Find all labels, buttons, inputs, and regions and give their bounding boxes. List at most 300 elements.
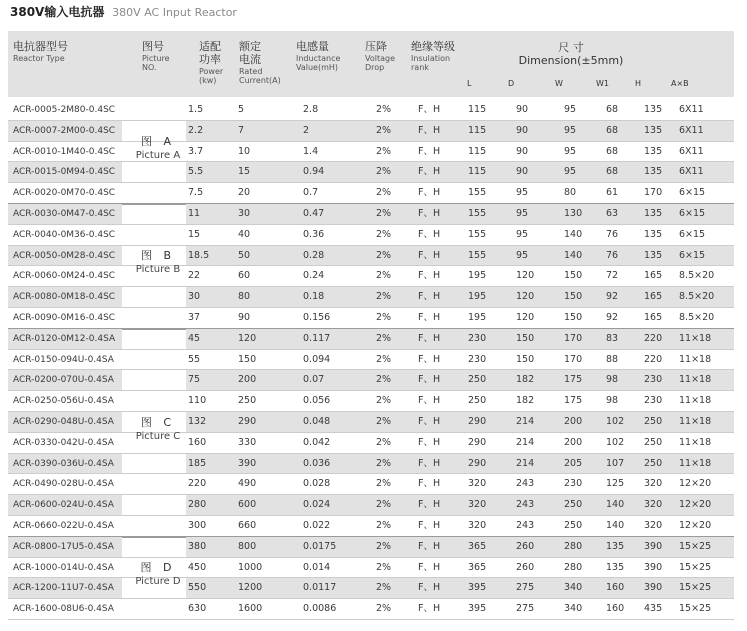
- cell-model: ACR-0010-1M40-0.4SC: [13, 146, 116, 157]
- cell-dim-l: 365: [468, 540, 487, 552]
- cell-dim-d: 275: [516, 582, 535, 594]
- cell-dim-axb: 8.5×20: [679, 291, 715, 303]
- cell-dim-axb: 11×18: [679, 457, 712, 469]
- cell-dim-l: 250: [468, 395, 487, 407]
- cell-dim-l: 155: [468, 208, 487, 219]
- cell-current: 90: [238, 312, 251, 323]
- cell-dim-d: 182: [516, 374, 535, 386]
- cell-insulation: F、H: [418, 270, 441, 282]
- header-model: 电抗器型号 Reactor Type: [13, 40, 68, 63]
- row-values: [186, 121, 734, 141]
- table-row: [8, 183, 734, 204]
- cell-dim-h: 390: [644, 561, 663, 573]
- cell-inductance: 0.036: [303, 457, 331, 469]
- table-row: [8, 287, 734, 308]
- cell-inductance: 0.7: [303, 187, 319, 199]
- table-row: [8, 370, 734, 391]
- cell-dim-d: 95: [516, 187, 529, 199]
- cell-dim-h: 135: [644, 104, 663, 115]
- cell-drop: 2%: [376, 603, 392, 615]
- cell-current: 250: [238, 395, 257, 407]
- cell-model: ACR-0020-0M70-0.4SC: [13, 188, 116, 199]
- header-dimension: 尺 寸 Dimension(±5mm): [518, 41, 624, 67]
- table-row: [8, 599, 734, 620]
- cell-current: 10: [238, 145, 251, 157]
- cell-dim-d: 214: [516, 457, 535, 469]
- table-row: [8, 578, 734, 599]
- cell-current: 80: [238, 291, 251, 303]
- cell-inductance: 0.0117: [303, 582, 337, 594]
- table-row: [8, 516, 734, 537]
- row-values: [186, 454, 734, 474]
- cell-drop: 2%: [376, 478, 392, 490]
- cell-dim-axb: 6×15: [679, 187, 706, 199]
- cell-dim-w1: 68: [606, 166, 619, 178]
- cell-drop: 2%: [376, 291, 392, 303]
- row-values: [186, 350, 734, 370]
- cell-dim-w1: 135: [606, 561, 625, 573]
- cell-inductance: 0.117: [303, 332, 331, 344]
- cell-inductance: 0.024: [303, 499, 331, 511]
- cell-insulation: F、H: [418, 520, 441, 531]
- cell-dim-axb: 11×18: [679, 374, 712, 386]
- cell-power: 7.5: [188, 187, 204, 199]
- cell-dim-l: 365: [468, 561, 487, 573]
- cell-power: 2.2: [188, 124, 204, 136]
- cell-model: ACR-0050-0M28-0.4SC: [8, 246, 122, 266]
- cell-dim-l: 195: [468, 312, 487, 323]
- table-row: [8, 474, 734, 495]
- cell-dim-w1: 140: [606, 520, 625, 531]
- cell-dim-w1: 92: [606, 312, 619, 323]
- cell-dim-l: 290: [468, 416, 487, 427]
- cell-model: ACR-0090-0M16-0.4SC: [13, 313, 116, 323]
- table-row: [8, 391, 734, 412]
- cell-current: 20: [238, 187, 251, 199]
- cell-dim-w: 150: [564, 291, 583, 303]
- cell-dim-w: 150: [564, 312, 583, 323]
- cell-dim-w1: 76: [606, 249, 619, 261]
- cell-insulation: F、H: [418, 187, 441, 199]
- header-power: 适配 功率 Power (kw): [199, 40, 224, 85]
- cell-dim-w1: 83: [606, 332, 619, 344]
- cell-dim-axb: 6×15: [679, 208, 706, 219]
- cell-model: ACR-0030-0M47-0.4SC: [8, 204, 122, 224]
- cell-dim-l: 115: [468, 145, 487, 157]
- cell-drop: 2%: [376, 270, 392, 282]
- table-row: [8, 412, 734, 433]
- cell-dim-l: 250: [468, 374, 487, 386]
- cell-dim-w: 175: [564, 395, 583, 407]
- cell-dim-d: 95: [516, 208, 529, 219]
- title-cn: 380V输入电抗器: [10, 5, 105, 19]
- picture-label-zh: 图 B: [140, 249, 176, 263]
- cell-drop: 2%: [376, 124, 392, 136]
- cell-dim-h: 135: [644, 145, 663, 157]
- cell-dim-axb: 6X11: [679, 104, 704, 115]
- cell-dim-h: 390: [644, 540, 663, 552]
- cell-current: 40: [238, 228, 251, 240]
- cell-model: ACR-0015-0M94-0.4SC: [8, 162, 122, 182]
- cell-model: ACR-0290-048U-0.4SA: [8, 412, 122, 432]
- cell-dim-w1: 92: [606, 291, 619, 303]
- cell-dim-l: 320: [468, 520, 487, 531]
- cell-insulation: F、H: [418, 540, 441, 552]
- row-values: [186, 204, 734, 224]
- cell-drop: 2%: [376, 582, 392, 594]
- cell-power: 1.5: [188, 104, 204, 115]
- cell-dim-axb: 6×15: [679, 249, 706, 261]
- cell-current: 600: [238, 499, 257, 511]
- cell-current: 660: [238, 520, 257, 531]
- cell-dim-w: 250: [564, 499, 583, 511]
- header-insulation: 绝缘等级 Insulation rank: [411, 40, 455, 72]
- cell-inductance: 0.042: [303, 436, 331, 448]
- cell-dim-d: 150: [516, 332, 535, 344]
- cell-power: 5.5: [188, 166, 204, 178]
- row-values: [186, 558, 734, 578]
- cell-dim-axb: 15×25: [679, 603, 712, 615]
- row-values: [186, 162, 734, 182]
- cell-power: 185: [188, 457, 207, 469]
- cell-drop: 2%: [376, 249, 392, 261]
- cell-power: 45: [188, 332, 201, 344]
- picture-label-zh: 图 C: [140, 415, 176, 429]
- row-values: [186, 246, 734, 266]
- cell-dim-axb: 6X11: [679, 145, 704, 157]
- cell-drop: 2%: [376, 208, 392, 219]
- cell-dim-h: 320: [644, 520, 663, 531]
- picture-label: [130, 562, 186, 587]
- cell-dim-w: 340: [564, 603, 583, 615]
- table-row: [8, 204, 734, 225]
- cell-dim-d: 260: [516, 561, 535, 573]
- cell-model: ACR-0007-2M00-0.4SC: [8, 121, 122, 141]
- cell-dim-l: 195: [468, 270, 487, 282]
- cell-dim-axb: 12×20: [679, 499, 712, 511]
- cell-dim-h: 135: [644, 249, 663, 261]
- cell-power: 380: [188, 540, 207, 552]
- cell-current: 1600: [238, 603, 263, 615]
- cell-model: ACR-0120-0M12-0.4SA: [8, 329, 122, 349]
- cell-dim-w: 250: [564, 520, 583, 531]
- cell-power: 450: [188, 561, 207, 573]
- cell-inductance: 0.028: [303, 478, 331, 490]
- cell-drop: 2%: [376, 436, 392, 448]
- cell-dim-axb: 12×20: [679, 478, 712, 490]
- cell-current: 1200: [238, 582, 263, 594]
- cell-dim-h: 250: [644, 457, 663, 469]
- cell-dim-h: 170: [644, 187, 663, 199]
- cell-dim-w1: 107: [606, 457, 625, 469]
- cell-inductance: 0.0086: [303, 603, 337, 615]
- cell-model: ACR-0660-022U-0.4SA: [13, 521, 114, 531]
- cell-dim-w1: 68: [606, 124, 619, 136]
- cell-inductance: 0.094: [303, 353, 331, 365]
- cell-inductance: 0.18: [303, 291, 325, 303]
- cell-insulation: F、H: [418, 416, 441, 427]
- row-values: [186, 412, 734, 432]
- cell-dim-axb: 6X11: [679, 166, 704, 178]
- cell-dim-l: 155: [468, 228, 487, 240]
- table-row: [8, 100, 734, 121]
- cell-dim-w: 150: [564, 270, 583, 282]
- cell-dim-w: 170: [564, 332, 583, 344]
- cell-inductance: 2.8: [303, 104, 319, 115]
- cell-dim-d: 243: [516, 499, 535, 511]
- cell-dim-axb: 15×25: [679, 540, 712, 552]
- cell-dim-l: 230: [468, 332, 487, 344]
- cell-dim-w: 80: [564, 187, 577, 199]
- cell-drop: 2%: [376, 540, 392, 552]
- cell-dim-w1: 98: [606, 374, 619, 386]
- cell-dim-h: 165: [644, 270, 663, 282]
- cell-insulation: F、H: [418, 291, 441, 303]
- cell-dim-l: 395: [468, 603, 487, 615]
- table-row: [8, 162, 734, 183]
- cell-dim-w1: 160: [606, 603, 625, 615]
- header-dim-w: W: [555, 79, 563, 88]
- cell-power: 18.5: [188, 249, 210, 261]
- cell-inductance: 0.0175: [303, 540, 337, 552]
- cell-dim-h: 250: [644, 416, 663, 427]
- cell-dim-w1: 140: [606, 499, 625, 511]
- cell-dim-d: 150: [516, 353, 535, 365]
- cell-insulation: F、H: [418, 395, 441, 407]
- cell-current: 5: [238, 104, 245, 115]
- cell-inductance: 0.048: [303, 416, 331, 427]
- header-dim-w1: W1: [596, 79, 609, 88]
- cell-dim-w1: 125: [606, 478, 625, 490]
- cell-power: 55: [188, 353, 201, 365]
- cell-dim-w: 205: [564, 457, 583, 469]
- row-values: [186, 266, 734, 286]
- cell-dim-w: 95: [564, 145, 577, 157]
- cell-dim-h: 230: [644, 395, 663, 407]
- cell-dim-axb: 15×25: [679, 561, 712, 573]
- cell-power: 550: [188, 582, 207, 594]
- cell-dim-d: 214: [516, 416, 535, 427]
- cell-dim-h: 165: [644, 291, 663, 303]
- cell-dim-w1: 102: [606, 436, 625, 448]
- cell-dim-d: 243: [516, 478, 535, 490]
- picture-label: [130, 250, 186, 275]
- cell-power: 220: [188, 478, 207, 490]
- cell-dim-w1: 98: [606, 395, 619, 407]
- cell-drop: 2%: [376, 395, 392, 407]
- page-title: [10, 3, 237, 20]
- table-row: [8, 430, 734, 454]
- cell-power: 132: [188, 416, 207, 427]
- cell-dim-h: 390: [644, 582, 663, 594]
- cell-current: 200: [238, 374, 257, 386]
- table-row: [8, 246, 734, 267]
- cell-dim-h: 250: [644, 436, 663, 448]
- cell-model: ACR-1200-11U7-0.4SA: [8, 578, 122, 598]
- header-dim-axb: A×B: [671, 79, 689, 88]
- cell-dim-w1: 160: [606, 582, 625, 594]
- table-row: [8, 266, 734, 287]
- cell-inductance: 0.36: [303, 228, 325, 240]
- cell-dim-w1: 72: [606, 270, 619, 282]
- row-values: [186, 225, 734, 245]
- cell-drop: 2%: [376, 312, 392, 323]
- cell-inductance: 0.014: [303, 561, 331, 573]
- cell-current: 800: [238, 540, 257, 552]
- picture-label-en: Picture D: [135, 576, 181, 588]
- cell-model: ACR-0080-0M18-0.4SC: [8, 287, 122, 307]
- cell-current: 120: [238, 332, 257, 344]
- cell-dim-w: 95: [564, 104, 577, 115]
- cell-dim-w: 140: [564, 249, 583, 261]
- cell-current: 1000: [238, 561, 263, 573]
- cell-dim-d: 120: [516, 270, 535, 282]
- cell-model: ACR-1600-08U6-0.4SA: [13, 604, 114, 615]
- cell-drop: 2%: [376, 166, 392, 178]
- cell-power: 280: [188, 499, 207, 511]
- cell-power: 160: [188, 436, 207, 448]
- picture-label-zh: 图 D: [140, 561, 176, 575]
- cell-model: ACR-0060-0M24-0.4SC: [13, 271, 116, 282]
- row-values: [186, 578, 734, 598]
- cell-dim-h: 320: [644, 499, 663, 511]
- cell-dim-h: 220: [644, 332, 663, 344]
- cell-power: 110: [188, 395, 207, 407]
- cell-insulation: F、H: [418, 124, 441, 136]
- cell-inductance: 2: [303, 124, 310, 136]
- cell-insulation: F、H: [418, 249, 441, 261]
- row-values: [186, 433, 734, 453]
- cell-dim-w: 230: [564, 478, 583, 490]
- cell-model: ACR-0040-0M36-0.4SC: [13, 229, 116, 240]
- table-row: [8, 329, 734, 350]
- table-row: [8, 454, 734, 475]
- cell-power: 30: [188, 291, 201, 303]
- cell-dim-l: 155: [468, 187, 487, 199]
- cell-dim-d: 90: [516, 145, 529, 157]
- row-values: [186, 474, 734, 494]
- cell-model: ACR-0330-042U-0.4SA: [13, 437, 114, 448]
- picture-label-en: Picture B: [135, 264, 181, 276]
- cell-inductance: 1.4: [303, 145, 319, 157]
- cell-inductance: 0.056: [303, 395, 331, 407]
- cell-dim-h: 165: [644, 312, 663, 323]
- cell-power: 75: [188, 374, 201, 386]
- cell-model: ACR-0390-036U-0.4SA: [8, 454, 122, 474]
- cell-insulation: F、H: [418, 582, 441, 594]
- cell-dim-w: 200: [564, 436, 583, 448]
- cell-dim-axb: 6×15: [679, 228, 706, 240]
- header-dim-l: L: [467, 79, 472, 88]
- table-row: [8, 225, 734, 246]
- table-row: [8, 142, 734, 163]
- cell-drop: 2%: [376, 104, 392, 115]
- cell-dim-l: 155: [468, 249, 487, 261]
- row-values: [186, 516, 734, 536]
- picture-label-zh: 图 A: [140, 135, 176, 148]
- cell-inductance: 0.47: [303, 208, 325, 219]
- cell-dim-d: 90: [516, 166, 529, 178]
- title-en: 380V AC Input Reactor: [112, 6, 237, 19]
- cell-drop: 2%: [376, 353, 392, 365]
- cell-drop: 2%: [376, 457, 392, 469]
- cell-dim-d: 214: [516, 436, 535, 448]
- cell-dim-h: 135: [644, 208, 663, 219]
- cell-dim-axb: 11×18: [679, 436, 712, 448]
- header-picture: 图号 Picture NO.: [142, 40, 170, 72]
- cell-dim-l: 320: [468, 478, 487, 490]
- row-values: [186, 142, 734, 162]
- header-current: 额定 电流 Rated Current(A): [239, 40, 281, 85]
- cell-power: 300: [188, 520, 207, 531]
- cell-dim-w1: 88: [606, 353, 619, 365]
- cell-inductance: 0.24: [303, 270, 325, 282]
- cell-dim-axb: 6X11: [679, 124, 704, 136]
- cell-dim-w: 130: [564, 208, 583, 219]
- cell-power: 37: [188, 312, 201, 323]
- cell-dim-d: 260: [516, 540, 535, 552]
- cell-insulation: F、H: [418, 228, 441, 240]
- cell-drop: 2%: [376, 187, 392, 199]
- cell-drop: 2%: [376, 228, 392, 240]
- cell-inductance: 0.94: [303, 166, 325, 178]
- cell-dim-l: 115: [468, 166, 487, 178]
- cell-current: 7: [238, 124, 245, 136]
- cell-inductance: 0.28: [303, 249, 325, 261]
- cell-dim-axb: 11×18: [679, 395, 712, 407]
- cell-insulation: F、H: [418, 603, 441, 615]
- row-values: [186, 370, 734, 390]
- cell-dim-d: 182: [516, 395, 535, 407]
- cell-dim-l: 395: [468, 582, 487, 594]
- cell-insulation: F、H: [418, 374, 441, 386]
- cell-insulation: F、H: [418, 436, 441, 448]
- cell-dim-w1: 68: [606, 104, 619, 115]
- cell-model: ACR-0490-028U-0.4SA: [13, 479, 114, 490]
- cell-dim-w: 200: [564, 416, 583, 427]
- row-values: [186, 495, 734, 515]
- cell-model: ACR-0600-024U-0.4SA: [8, 495, 122, 515]
- cell-current: 330: [238, 436, 257, 448]
- picture-label: [130, 136, 186, 161]
- cell-insulation: F、H: [418, 104, 441, 115]
- row-values: [186, 391, 734, 411]
- table-row: [8, 558, 734, 579]
- cell-dim-d: 90: [516, 104, 529, 115]
- cell-dim-axb: 12×20: [679, 520, 712, 531]
- cell-current: 60: [238, 270, 251, 282]
- cell-drop: 2%: [376, 520, 392, 531]
- cell-dim-d: 120: [516, 291, 535, 303]
- row-values: [186, 329, 734, 349]
- cell-drop: 2%: [376, 374, 392, 386]
- cell-current: 150: [238, 353, 257, 365]
- cell-insulation: F、H: [418, 353, 441, 365]
- cell-dim-d: 275: [516, 603, 535, 615]
- cell-dim-axb: 15×25: [679, 582, 712, 594]
- cell-insulation: F、H: [418, 166, 441, 178]
- cell-dim-w1: 76: [606, 228, 619, 240]
- cell-current: 490: [238, 478, 257, 490]
- cell-power: 3.7: [188, 145, 204, 157]
- cell-dim-h: 230: [644, 374, 663, 386]
- picture-label: [130, 417, 186, 442]
- cell-dim-l: 230: [468, 353, 487, 365]
- cell-insulation: F、H: [418, 332, 441, 344]
- cell-current: 30: [238, 208, 251, 219]
- cell-insulation: F、H: [418, 457, 441, 469]
- cell-power: 630: [188, 603, 207, 615]
